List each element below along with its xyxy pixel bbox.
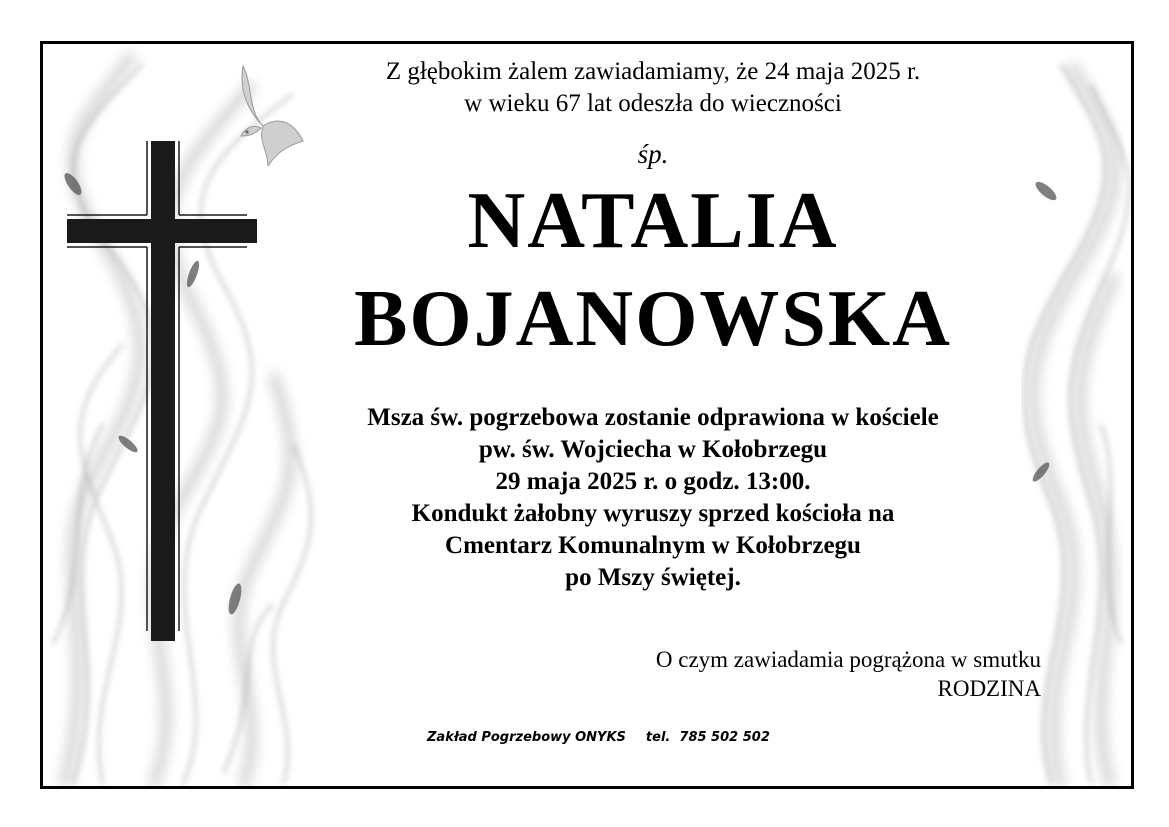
deceased-first-name: NATALIA <box>467 177 839 265</box>
mass-info-line: Kondukt żałobny wyruszy sprzed kościoła na <box>411 500 895 527</box>
phone-number: tel. 785 502 502 <box>645 730 770 745</box>
deceased-last-name: BOJANOWSKA <box>354 275 952 363</box>
mass-info-line: 29 maja 2025 r. o godz. 13:00. <box>495 468 811 495</box>
mass-info-line: Cmentarz Komunalnym w Kołobrzegu <box>445 532 861 559</box>
mass-info-line: pw. św. Wojciecha w Kołobrzegu <box>478 436 828 463</box>
signature: RODZINA <box>937 676 1041 701</box>
obituary-content <box>43 44 1131 786</box>
intro-line: Z głębokim żalem zawiadamiamy, że 24 maja 2025 r. <box>385 58 921 85</box>
intro-line: w wieku 67 lat odeszła do wieczności <box>464 90 842 117</box>
prefix-text: śp. <box>637 139 669 169</box>
funeral-home-footer <box>427 730 770 745</box>
closing-line: O czym zawiadamia pogrążona w smutku <box>655 647 1041 672</box>
obituary-frame <box>40 41 1134 789</box>
company-name: Zakład Pogrzebowy ONYKS <box>427 730 626 745</box>
mass-info-line: Msza św. pogrzebowa zostanie odprawiona w kościele <box>367 404 939 431</box>
mass-info-line: po Mszy świętej. <box>565 564 741 591</box>
